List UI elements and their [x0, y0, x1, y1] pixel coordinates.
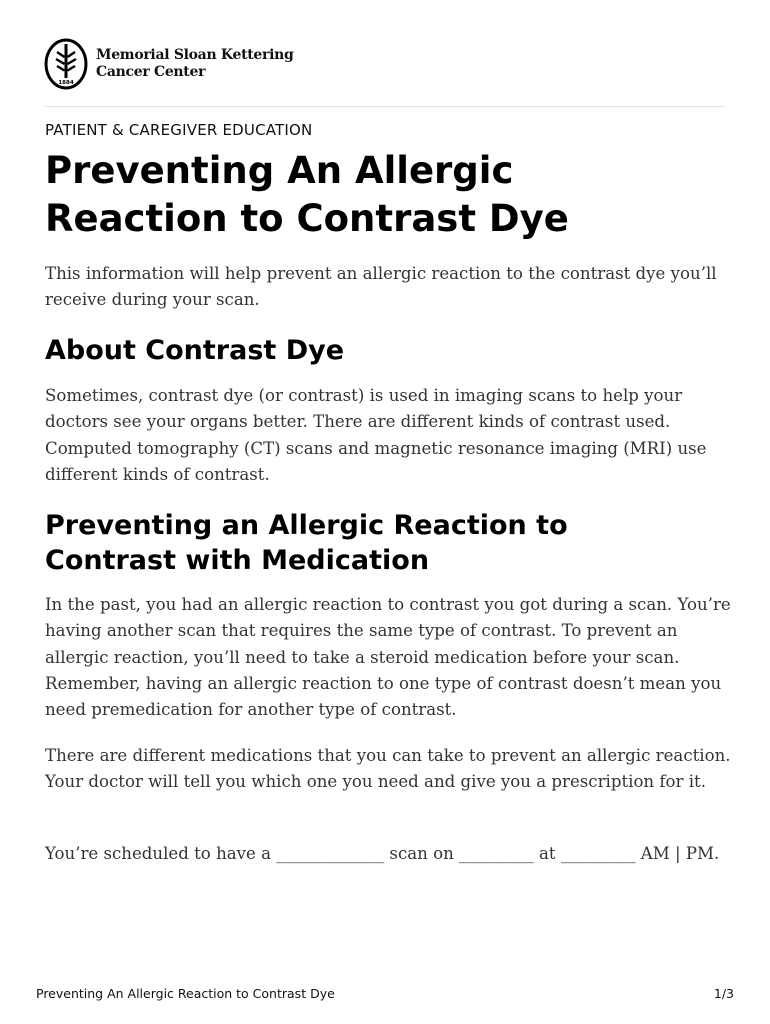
schedule-paragraph: You’re scheduled to have a _____________ scan on _________ at _________ AM | PM. — [45, 844, 720, 863]
footer-page-number: 1/3 — [713, 986, 734, 1001]
footer-title: Preventing An Allergic Reaction to Contrast Dye — [36, 986, 335, 1001]
header-divider — [45, 106, 725, 107]
category-label: PATIENT & CAREGIVER EDUCATION — [45, 121, 313, 139]
section-heading-preventing — [45, 508, 725, 578]
page-title-line-2: Reaction to Contrast Dye — [45, 197, 569, 240]
logo-line-1: Memorial Sloan Kettering — [96, 47, 294, 63]
medications-paragraph: There are different medications that you can take to prevent an allergic reaction. Your doctor will tell you which one you need and give you a prescription for it. — [45, 746, 731, 792]
page-title-line-1: Preventing An Allergic — [45, 149, 514, 192]
about-paragraph: Sometimes, contrast dye (or contrast) is used in imaging scans to help your doctors see your organs better. There are different kinds of contrast used. Computed tomography (CT) scans and magnetic resonance imaging (MRI) use different kinds of contrast. — [45, 386, 707, 484]
section-heading-line-1: Preventing an Allergic Reaction to — [45, 510, 568, 541]
section-heading-line-2: Contrast with Medication — [45, 545, 430, 576]
logo-wordmark — [96, 47, 293, 81]
logo-year: 1884 — [58, 80, 74, 86]
msk-logo — [44, 38, 293, 90]
intro-paragraph: This information will help prevent an allergic reaction to the contrast dye you’ll receive during your scan. — [45, 264, 717, 310]
past-reaction-paragraph: In the past, you had an allergic reaction to contrast you got during a scan. You’re having another scan that requires the same type of contrast. To prevent an allergic reaction, you’ll need to take a steroid medication before your scan. Remember, having an allergic reaction to one type of contrast doesn’t mean you need premedication for another type of contrast. — [45, 595, 731, 720]
page-title — [45, 147, 725, 243]
section-heading-about: About Contrast Dye — [45, 335, 345, 366]
logo-line-2: Cancer Center — [96, 64, 206, 80]
msk-emblem-icon — [44, 38, 88, 90]
